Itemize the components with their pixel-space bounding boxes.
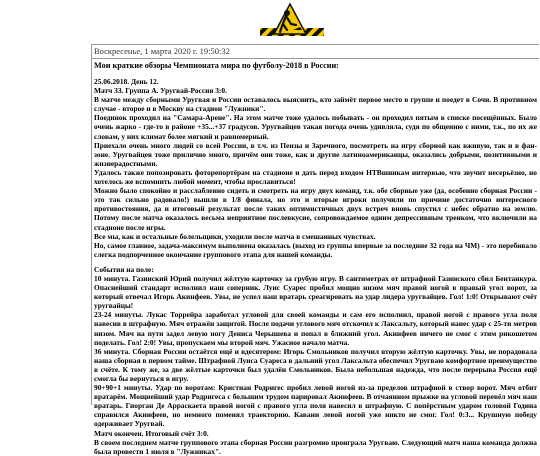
paragraph: 36 минута. Сборная России остаётся ещё и вдесятером: Игорь Смольников получил вторую жёлтую карточку. Увы, не порадовала наша сборная в первом тайме. Штрафной Луиса Суареса в дальний угол Лаксальта обеспечил Уругваю комфортное преимущество в счёте. К тому же, за две жёлтые карточки был удалён Смольников. Была небольшая надежда, что после перерыва Россия ещё смогла бы вернуться в игру.: [94, 346, 537, 383]
paragraph: 90+90+1 минуты. Удар по воротам: Кристиан Родригес пробил левой ногой из-за пределов штрафной в створ ворот. Мяч отбит вратарём. Мощнейший удар Родригеса с большим трудом парировал Акинфеев. В отчаянном прыжке на угловой перевёл мяч наш вратарь. Гиорган Де Арраскаета правой ногой с правого угла поля навесил в штрафную. С попёрстным ударом головой Година справился Акинфеев, но немного поменял траекторию. Кавани левой ногой уже никто не смог. Гол! 0:3... Крушную победу одерживает Уругвай.: [94, 383, 537, 429]
paragraph: Все мы, как и остальные болельщики, уходили после матча в смешанных чувствах.: [94, 231, 376, 241]
header-banner: [0, 0, 540, 38]
paragraph: Матч 33. Группа А. Уругвай-Россия 3:0.: [94, 86, 227, 96]
section-heading: События на поле:: [94, 264, 154, 274]
paragraph: Приехало очень много людей со всей России, в т.ч. из Пензы и Заречного, посмотреть на игру сборной как вживую, так и в фан-зоне. Уругвайцев тоже прилично много, причём они тоже, как и другие латиноамериканцы, оказались добрыми, позитивными и жизнерадостными.: [94, 140, 537, 168]
paragraph: Матч окончен. Итоговый счёт 3:0.: [94, 428, 209, 438]
paragraph: Удалось также попозировать фоторепортёрам на стадионе и дать перед входом НТВшникам интервью, что звучит несерьёзно, но хотелось же вспомнить любой момент, чтобы прославиться!: [94, 167, 537, 187]
post-date: Воскресенье, 1 марта 2020 г. 19:50:32: [92, 45, 539, 59]
paragraph: 23-24 минуты. Лукас Торрейра заработал угловой для своей команды и сам его исполнил, правой ногой с правого угла поля навесив в штрафную. Мяч отражён защитой. После подачи углового мяч отскочил к Лаксальту, который нанес удар с 25-ти метров низом. Мяч на пути задел левую ногу Дениса Черышева и попал в ближний угол. Акинфеев ничего не смог с этим рикошетом поделать. Гол! 2:0! Увы, пропускаем мы второй мяч. Ужасное начало матча.: [94, 310, 537, 347]
blog-post: [91, 44, 539, 456]
paragraph: 10 минута. Газинский Юрий получил жёлтую карточку за грубую игру. В сантиметрах от штрафной Газинского сбил Бентанкура. Опаснейший стандарт исполнил наш соперник. Луис Суарес пробил мощно низом мяч правой ногой в правый угол ворот, за который отвечал Игорь Акинфеев. Увы, не успел наш вратарь среагировать на удар лидера уругвайцев. Гол! 1:0! Открывают счёт уругвайцы!: [94, 273, 537, 311]
paragraph: Можно было спокойно и расслабленно сидеть и смотреть на игру двух команд, т.к. обе сборные уже (да, особенно сборная России - это так сильно радовало!) вышли в 1/8 финала, но это и вторые игроки получили по причине достаточно интересного противостояния, да и итоговый результат после таких оптимистичных двух встреч вновь спустил с небес обратно на землю. Потому после матча оказалось весьма неприятное послевкусие, сопровождаемое одним депрессивным тренком, что включили на стадионе после игры.: [94, 186, 537, 232]
paragraph: Поединок проходил на "Самара-Арене". На этом матче тоже удалось побывать - он проходил пятым в списке посещённых. Было очень жарко - где-то в районе +35...+37 градусов. Уругвайцев такая погода очень удивляла, судя по общению с ними, т.к., по их же словам, у них климат более мягкий и равномерный.: [94, 113, 537, 141]
paragraph: В матче между сборными Уругвая и России оставалось выяснить, кто займёт первое место в группе и поедет в Сочи. В противном случае - второе и в Москву на стадион "Лужники".: [94, 95, 537, 114]
paragraph: 25.06.2018. День 12.: [94, 77, 159, 86]
construction-worker-icon: [272, 2, 308, 36]
post-title: Мои краткие обзоры Чемпионата мира по футболу-2018 в России:: [94, 61, 339, 70]
paragraph: Но, самое главное, задача-максимум выполнена оказалась (выход из группы впервые за последние 32 года на ЧМ) - это перебивало слегка подпорченное окончание группового этапа для нашей команды.: [94, 240, 537, 259]
paragraph: В своем последнем матче группового этапа сборная России разгромно проиграла Уругваю. Следующий матч наша команда должна была провести 1 июля в "Лужниках".: [94, 437, 537, 456]
post-body: [92, 59, 539, 456]
